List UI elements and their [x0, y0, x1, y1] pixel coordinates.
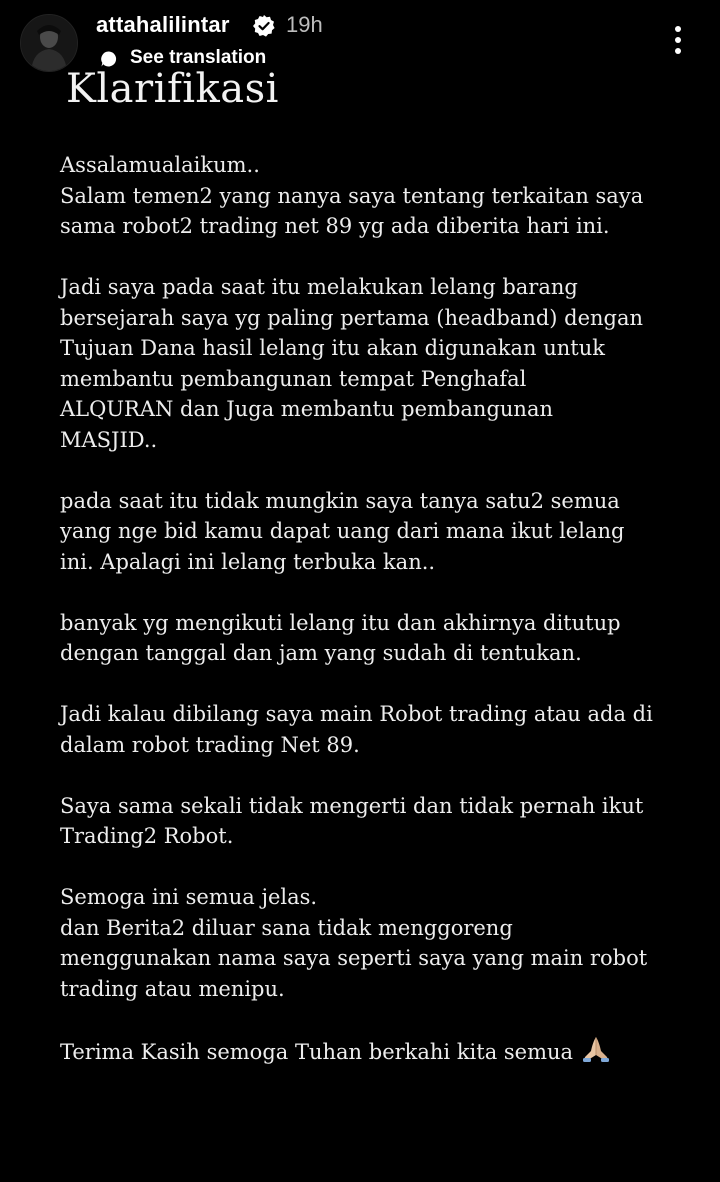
text-line: Saya sama sekali tidak mengerti dan tidak pernah ikut: [60, 793, 644, 818]
verified-badge-icon: [252, 14, 276, 38]
text-line: Salam temen2 yang nanya saya tentang terkaitan saya: [60, 183, 644, 208]
story-title: Klarifikasi: [66, 66, 279, 112]
text-line: ALQURAN dan Juga membantu pembangunan: [60, 397, 553, 421]
text-line: dalam robot trading Net 89.: [60, 732, 360, 757]
text-line: pada saat itu tidak mungkin saya tanya satu2 semua: [60, 488, 620, 513]
text-line: Jadi kalau dibilang saya main Robot trading atau ada di: [60, 702, 653, 726]
text-line: dan Berita2 diluar sana tidak menggoreng: [60, 915, 513, 940]
text-line: MASJID..: [60, 427, 158, 452]
praying-hands-icon: [579, 1035, 613, 1063]
see-translation-link[interactable]: See translation: [130, 47, 267, 68]
text-line: bersejarah saya yg paling pertama (headband) dengan: [60, 305, 644, 330]
text-line: banyak yg mengikuti lelang itu dan akhirnya ditutup: [60, 610, 621, 635]
paragraph-bidders: [60, 486, 700, 578]
more-options-icon[interactable]: [664, 22, 692, 58]
paragraph-greeting: [60, 150, 700, 242]
text-line: trading atau menipu.: [60, 976, 285, 1001]
text-line: membantu pembangunan tempat Penghafal: [60, 366, 527, 391]
paragraph-thanks: [60, 1035, 700, 1068]
post-time: 19h: [286, 12, 323, 37]
text-line: Trading2 Robot.: [60, 824, 234, 848]
text-line: yang nge bid kamu dapat uang dari mana ikut lelang: [60, 519, 625, 543]
paragraph-denial: [60, 791, 700, 852]
paragraph-auction: [60, 272, 700, 455]
text-line: Assalamualaikum..: [60, 153, 260, 177]
paragraph-closing-auction: [60, 608, 700, 669]
paragraph-robot-trading: [60, 699, 700, 760]
username[interactable]: attahalilintar: [96, 12, 230, 37]
text-line: Semoga ini semua jelas.: [60, 885, 318, 909]
profile-photo: [21, 15, 77, 71]
thanks-text: Terima Kasih semoga Tuhan berkahi kita semua: [60, 1039, 574, 1064]
avatar[interactable]: [20, 14, 78, 72]
text-line: Tujuan Dana hasil lelang itu akan digunakan untuk: [60, 336, 605, 360]
paragraph-clarity: [60, 882, 700, 1004]
text-line: Jadi saya pada saat itu melakukan lelang barang: [60, 275, 578, 299]
text-line: [60, 1035, 700, 1068]
text-line: dengan tanggal dan jam yang sudah di tentukan.: [60, 641, 582, 665]
text-line: sama robot2 trading net 89 yg ada diberita hari ini.: [60, 214, 610, 238]
text-line: ini. Apalagi ini lelang terbuka kan..: [60, 549, 436, 574]
text-line: menggunakan nama saya seperti saya yang main robot: [60, 946, 648, 970]
story-text: [60, 150, 700, 1067]
